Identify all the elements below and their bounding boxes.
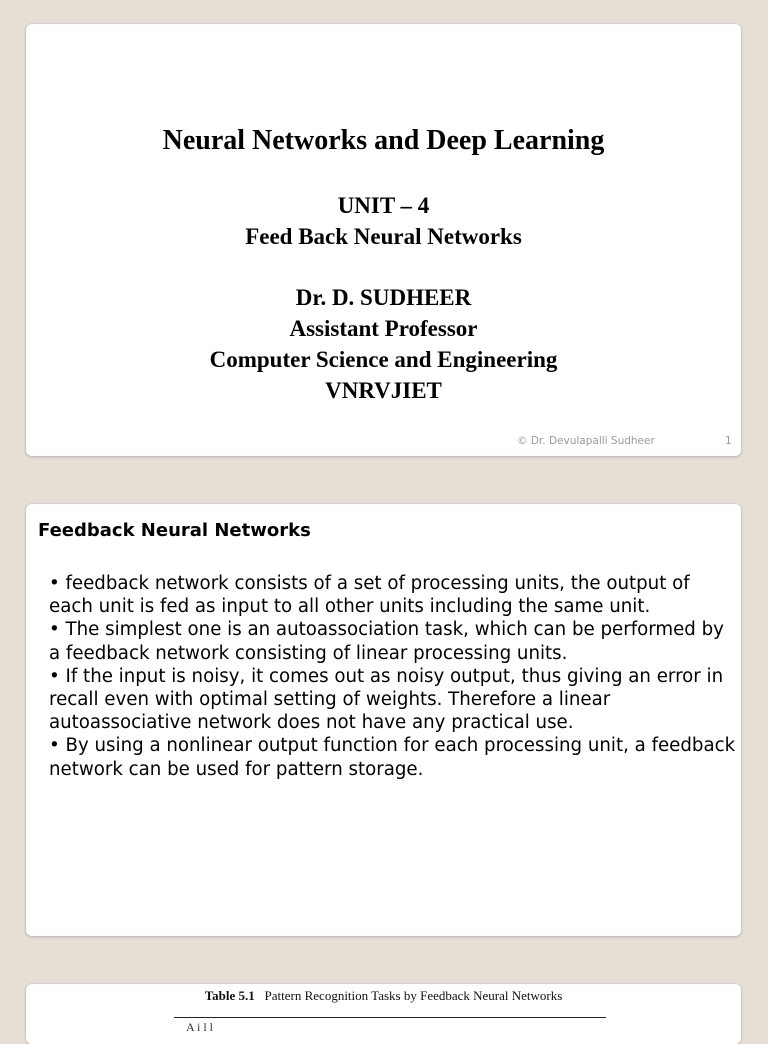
- bullet-item: • feedback network consists of a set of processing units, the output of each unit is fed as input to all other units including the same unit.: [49, 573, 690, 618]
- author-block: [26, 282, 741, 406]
- table-caption: [26, 988, 741, 1004]
- table-caption-text: Pattern Recognition Tasks by Feedback Neural Networks: [264, 988, 563, 1003]
- author-designation: Assistant Professor: [289, 316, 478, 341]
- table-caption-label: Table 5.1: [204, 988, 255, 1003]
- slide-heading: Feedback Neural Networks: [38, 520, 311, 541]
- slide-footer-copyright: © Dr. Devulapalli Sudheer: [517, 435, 655, 447]
- author-name: Dr. D. SUDHEER: [295, 285, 472, 310]
- bullet-item: • If the input is noisy, it comes out as noisy output, thus giving an error in recall even with optimal setting of weights. Therefore a linear autoassociative network does not have any practical use.: [49, 665, 724, 734]
- table-top-rule: [174, 1017, 606, 1018]
- bullet-item: • The simplest one is an autoassociation task, which can be performed by a feedback network consisting of linear processing units.: [49, 619, 724, 664]
- title-slide: [26, 24, 741, 456]
- author-institution: VNRVJIET: [325, 378, 442, 403]
- table-slide: [26, 984, 741, 1044]
- course-title: Neural Networks and Deep Learning: [162, 125, 605, 156]
- unit-title: Feed Back Neural Networks: [245, 224, 522, 249]
- unit-block: [26, 190, 741, 252]
- table-partial-row: A i l l: [186, 1020, 214, 1034]
- unit-number: UNIT – 4: [337, 193, 430, 218]
- bullet-list: [49, 572, 739, 781]
- slide-page-number: 1: [725, 435, 732, 447]
- bullet-item: • By using a nonlinear output function for each processing unit, a feedback network can be used for pattern storage.: [49, 735, 736, 780]
- content-slide: [26, 504, 741, 936]
- author-department: Computer Science and Engineering: [209, 347, 558, 372]
